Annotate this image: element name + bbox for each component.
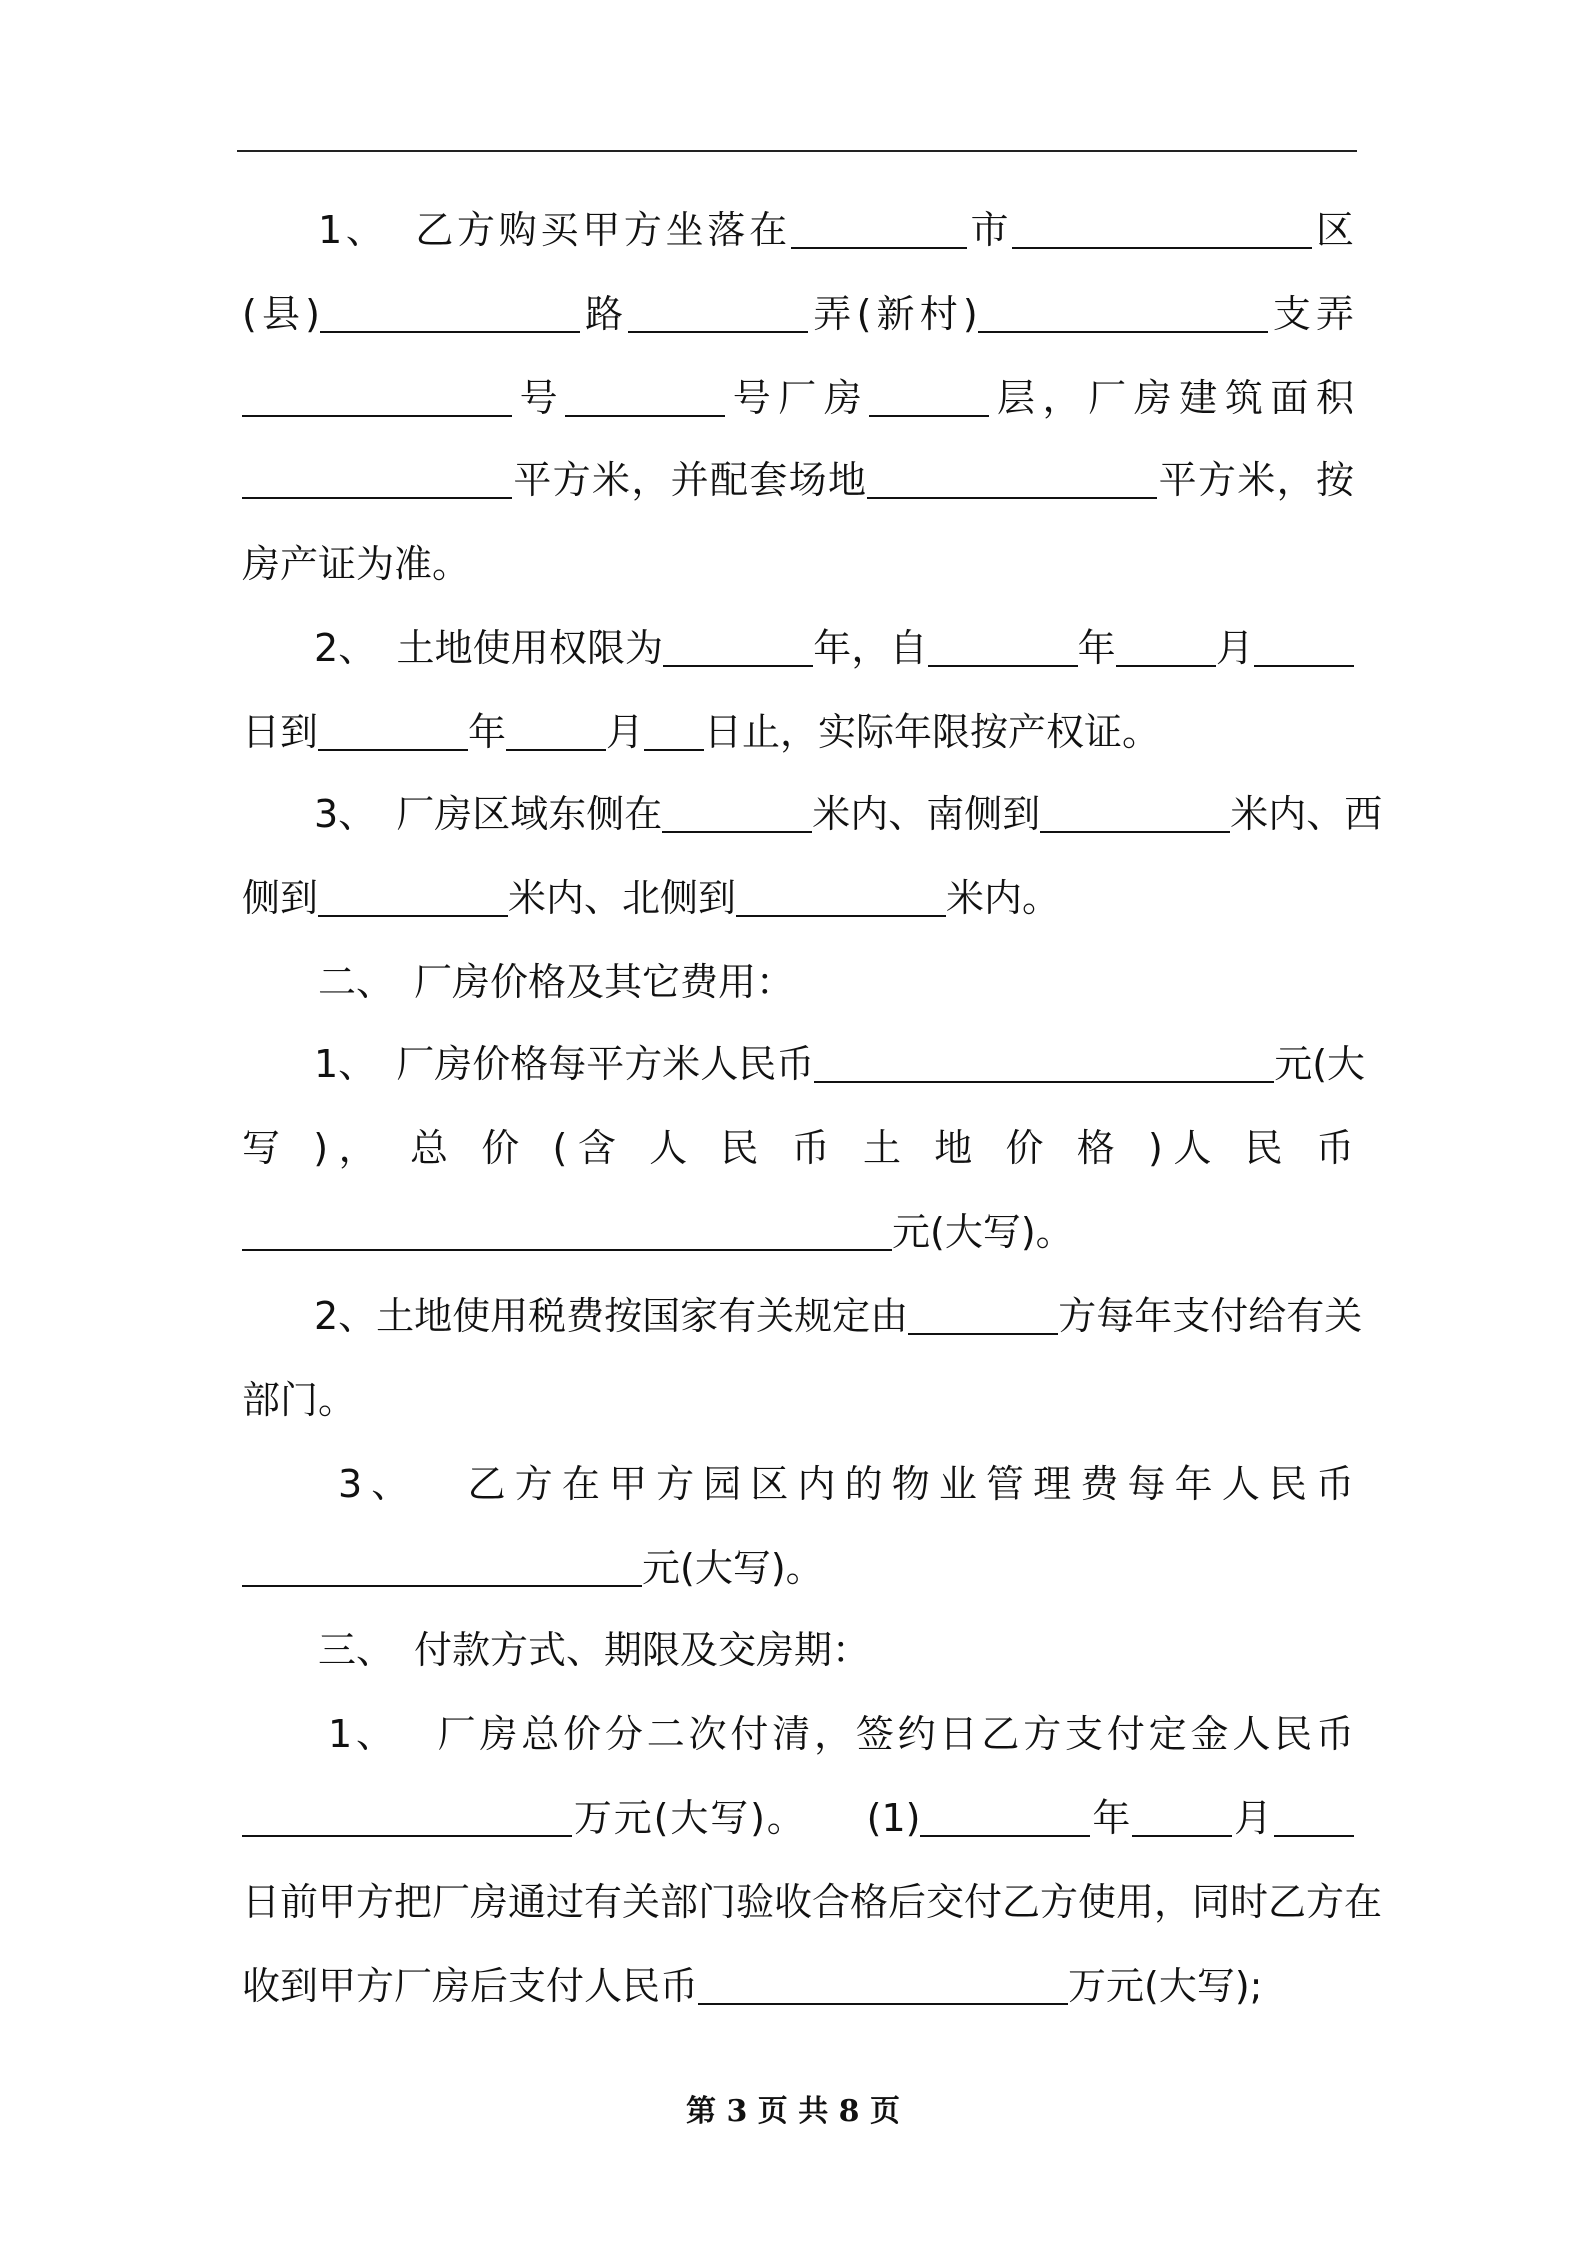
text-line: 元(大写)。 [242, 1536, 1354, 1600]
blank-field[interactable] [644, 709, 704, 751]
blank-field[interactable] [242, 457, 512, 499]
blank-field[interactable] [506, 709, 606, 751]
text-line: 3、 乙方在甲方园区内的物业管理费每年人民币 [338, 1462, 1354, 1506]
text-line: 万元(大写)。 (1) 年 月 [242, 1786, 1354, 1850]
blank-field[interactable] [565, 375, 725, 417]
text-line: 侧到 米内、北侧到 米内。 [242, 876, 1061, 920]
text-line: 2、土地使用税费按国家有关规定由 方每年支付给有关 [314, 1294, 1363, 1338]
text-line: 日到 年 月 日止，实际年限按产权证。 [242, 710, 1161, 754]
text-line: 平方米，并配套场地 平方米，按 [242, 448, 1354, 512]
blank-field[interactable] [1116, 625, 1216, 667]
blank-field[interactable] [628, 291, 808, 333]
blank-field[interactable] [920, 1795, 1090, 1837]
blank-field[interactable] [869, 375, 989, 417]
blank-field[interactable] [242, 1795, 572, 1837]
item-number: 2、 [314, 626, 377, 670]
header-rule [237, 150, 1357, 152]
item-number: 3、 [314, 792, 377, 836]
blank-field[interactable] [663, 625, 813, 667]
text-line: 1、 乙方购买甲方坐落在 市 区 [318, 208, 1354, 252]
item-number: 1、 [328, 1712, 398, 1756]
text-line: 3、 厂房区域东侧在 米内、南侧到 米内、西 [314, 792, 1383, 836]
item-number: 1、 [314, 1042, 377, 1086]
text-line: 2、 土地使用权限为 年，自 年 月 [242, 616, 1354, 680]
blank-field[interactable] [814, 1041, 1274, 1083]
blank-field[interactable] [242, 1209, 892, 1251]
blank-field[interactable] [908, 1293, 1058, 1335]
blank-field[interactable] [318, 875, 508, 917]
text-line: 日前甲方把厂房通过有关部门验收合格后交付乙方使用，同时乙方在 [242, 1880, 1383, 1924]
blank-field[interactable] [1274, 1795, 1354, 1837]
text-line: 1、 厂房价格每平方米人民币 元(大 [314, 1042, 1366, 1086]
blank-field[interactable] [1132, 1795, 1232, 1837]
text-line: 写 )， 总 价 (含 人 民 币 土 地 价 格 )人 民 币 [242, 1126, 1354, 1170]
blank-field[interactable] [1040, 791, 1230, 833]
blank-field[interactable] [791, 207, 967, 249]
blank-field[interactable] [1012, 207, 1312, 249]
blank-field[interactable] [242, 1545, 642, 1587]
item-number: 3、 [338, 1462, 419, 1506]
page-number: 第 3 页 共 8 页 [686, 2094, 900, 2129]
blank-field[interactable] [1254, 625, 1354, 667]
text-line: 部门。 [242, 1378, 357, 1422]
blank-field[interactable] [698, 1963, 1068, 2005]
text-line: 号 号厂房 层，厂房建筑面积 [242, 366, 1354, 430]
text-line: 房产证为准。 [242, 542, 471, 586]
blank-field[interactable] [867, 457, 1157, 499]
blank-field[interactable] [928, 625, 1078, 667]
blank-field[interactable] [662, 791, 812, 833]
section-heading: 二、 厂房价格及其它费用： [318, 960, 795, 1004]
section-heading: 三、 付款方式、期限及交房期： [318, 1628, 871, 1672]
blank-field[interactable] [736, 875, 946, 917]
blank-field[interactable] [318, 709, 468, 751]
blank-field[interactable] [978, 291, 1268, 333]
blank-field[interactable] [242, 375, 512, 417]
text-line: 元(大写)。 [242, 1200, 1354, 1264]
text-line: 收到甲方厂房后支付人民币 万元(大写); [242, 1964, 1263, 2008]
blank-field[interactable] [320, 291, 580, 333]
text-line: 1、 厂房总价分二次付清，签约日乙方支付定金人民币 [328, 1712, 1354, 1756]
item-number: 1、 [318, 208, 388, 252]
text-line: (县) 路 弄(新村) 支弄 [242, 292, 1354, 336]
